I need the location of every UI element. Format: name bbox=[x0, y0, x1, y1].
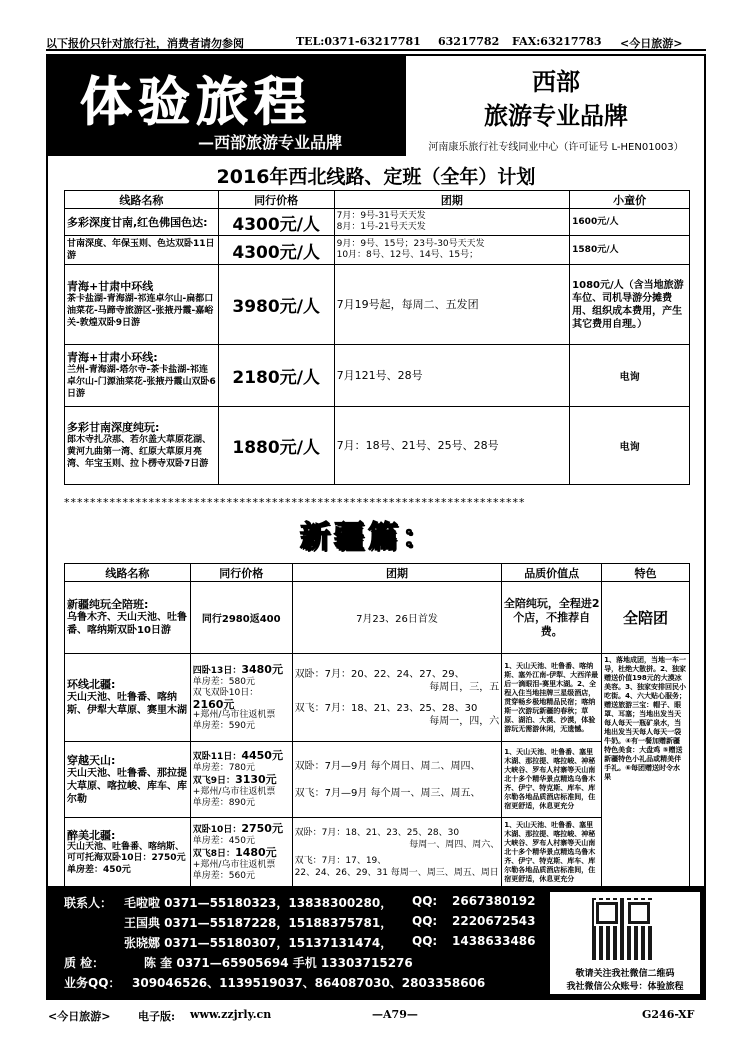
child-price: 1600元/人 bbox=[570, 209, 690, 236]
table-row bbox=[65, 345, 690, 407]
price-extra: +郑州/乌市往返机票 bbox=[192, 787, 276, 797]
route-price: 4300元/人 bbox=[218, 209, 334, 236]
route-name: 新疆纯玩全陪班: bbox=[67, 598, 149, 611]
dates-line: 双卧：7月—9月 每个周日、周二、周四、 bbox=[294, 760, 481, 772]
qr-account: 我社微信公众账号：体验旅程 bbox=[566, 982, 684, 992]
route-dates bbox=[334, 209, 570, 236]
route-dates: 7月19号起，每周二、五发团 bbox=[334, 265, 570, 345]
col-child: 小童价 bbox=[570, 191, 690, 209]
value-points: 全陪纯玩，全程进2个店，不推荐自费。 bbox=[502, 582, 602, 654]
route-desc: 天山天池、吐鲁番、喀纳斯、伊犁大草原、赛里木湖 bbox=[67, 692, 187, 716]
slogan-line1: 西部 bbox=[532, 68, 580, 96]
table-row bbox=[65, 654, 690, 742]
dates-line: 22、24、26、29、31 每周一、周三、周五、周日 bbox=[294, 867, 499, 878]
route-cell bbox=[65, 582, 191, 654]
table-row bbox=[65, 818, 690, 888]
col-dates: 团期 bbox=[334, 191, 570, 209]
price-value: 3480元 bbox=[241, 662, 283, 676]
single-supplement: 单房差：580元 bbox=[192, 676, 255, 687]
single-supplement: 单房差：450元 bbox=[192, 836, 255, 846]
route-name: 青海+甘肃中环线 bbox=[67, 280, 154, 293]
dates-line: 7月：9号-31号天天发 bbox=[336, 211, 426, 221]
price-label: 四卧13日： bbox=[192, 665, 242, 676]
price-extra: +郑州/乌市往返机票 bbox=[192, 709, 276, 720]
business-qq-list: 309046526、1139519037、864087030、2803358606 bbox=[132, 976, 486, 990]
col-price: 同行价格 bbox=[190, 564, 292, 582]
price-value: 1480元 bbox=[235, 846, 277, 859]
table-header bbox=[65, 564, 690, 582]
route-dates bbox=[292, 818, 502, 888]
route-price: 4300元/人 bbox=[218, 236, 334, 265]
star-divider: *********************************************************************** bbox=[64, 496, 526, 509]
feature-text: 全陪团 bbox=[602, 582, 690, 654]
tel2-text: 63217782 bbox=[438, 35, 500, 48]
single-supplement: 单房差：780元 bbox=[192, 763, 255, 773]
xinjiang-table bbox=[64, 563, 690, 888]
value-points: 1、天山天池、吐鲁番、喀纳斯、塞外江南-伊犁、大西洋最后一滴眼泪-赛里木湖。2、全程入住当地挂牌三星级酒店，贯穿畅乡极地精品民宿；喀纳斯一次游玩新疆的春秋；草原、湖泊、大漠、沙漠，体验游玩无需游休闲，无遗憾。 bbox=[502, 654, 602, 742]
contact-line: 毛啦啦 0371—55180323，13838300280， bbox=[124, 896, 393, 910]
dates-line: 双卧：7月：20、22、24、27、29、 bbox=[294, 668, 465, 680]
route-name: 醉美北疆: bbox=[67, 828, 116, 842]
single-supplement: 单房差：590元 bbox=[192, 720, 255, 731]
single-supplement: 单房差：890元 bbox=[192, 798, 255, 808]
route-cell bbox=[65, 654, 191, 742]
route-dates bbox=[334, 236, 570, 265]
qq-number: 2220672543 bbox=[452, 914, 536, 928]
qq-label: QQ: bbox=[412, 894, 438, 908]
contact-line: 张晓娜 0371—55180307，15137131474， bbox=[124, 936, 393, 950]
value-points: 1、天山天池、吐鲁番、塞里木湖、那拉提、喀拉峻、神秘大峡谷、罗布人村寨等天山南北十多个精华景点精选乌鲁木齐、伊宁、特克斯、库车、库尔勒各地品质酒店标准间，住宿更舒适，休息更充分 bbox=[502, 742, 602, 818]
contact-panel bbox=[48, 886, 704, 998]
route-desc: 天山天池、吐鲁番、那拉提大草原、喀拉峻、库车、库尔勒 bbox=[67, 767, 187, 805]
qc-line: 陈 奎 0371—65905694 手机 13303715276 bbox=[144, 956, 413, 970]
value-points: 1、天山天池、吐鲁番、塞里木湖、那拉提、喀拉峻、神秘大峡谷、罗布人村寨等天山南北十多个精华景点精选乌鲁木齐、伊宁、特克斯、库车、库尔勒各地品质酒店标准间，住宿更舒适，休息更充分 bbox=[502, 818, 602, 888]
brand-title: 体验旅程 bbox=[80, 72, 313, 133]
notice-text: 以下报价只针对旅行社，消费者请勿参阅 bbox=[46, 37, 244, 50]
dates-line: 10月：8号、12号、14号、15号； bbox=[336, 250, 479, 260]
dates-line: 双飞：7月—9月 每个周一、周三、周五、 bbox=[294, 787, 481, 799]
table-row bbox=[65, 407, 690, 485]
license-text: 河南康乐旅行社专线同业中心（许可证号 L-HEN01003） bbox=[428, 142, 684, 153]
dates-line: 每周日，三，五 bbox=[429, 681, 500, 693]
col-dates: 团期 bbox=[292, 564, 502, 582]
contact-line: 王国典 0371—55187228，15188375781， bbox=[124, 916, 393, 930]
route-cell bbox=[65, 818, 191, 888]
page-code: G246-XF bbox=[642, 1008, 695, 1021]
slogan-line2: 旅游专业品牌 bbox=[484, 102, 628, 130]
qr-caption: 敬请关注我社微信二维码 bbox=[575, 969, 675, 979]
price-label: 双飞8日： bbox=[192, 849, 236, 859]
qq-label: QQ: bbox=[412, 914, 438, 928]
route-name: 环线北疆: bbox=[67, 678, 116, 691]
qr-panel bbox=[550, 892, 700, 994]
route-name: 多彩甘南深度纯玩: bbox=[67, 421, 160, 434]
price-value: 4450元 bbox=[241, 749, 283, 762]
qq-number: 1438633486 bbox=[452, 934, 536, 948]
route-dates: 7月121号、28号 bbox=[334, 345, 570, 407]
price-extra: +郑州/乌市往返机票 bbox=[192, 860, 276, 870]
route-desc: 乌鲁木齐、天山天池、吐鲁番、喀纳斯双卧10日游 bbox=[67, 612, 187, 636]
route-desc: 单房差：450元 bbox=[67, 864, 131, 875]
dates-line: 每周一，四，六 bbox=[429, 715, 500, 727]
fax-text: FAX:63217783 bbox=[512, 35, 602, 48]
business-qq-label: 业务QQ： bbox=[64, 976, 121, 990]
footer-bar bbox=[46, 1006, 706, 1026]
route-cell bbox=[65, 407, 219, 485]
route-cell bbox=[65, 742, 191, 818]
table-row bbox=[65, 582, 690, 654]
brand-tag: <今日旅游> bbox=[620, 37, 683, 50]
route-cell bbox=[65, 265, 219, 345]
qr-code-icon bbox=[592, 898, 654, 960]
dates-line: 双飞：7月：18、21、23、25、28、30 bbox=[294, 702, 478, 714]
footer-brand: <今日旅游> bbox=[48, 1010, 111, 1023]
col-route: 线路名称 bbox=[65, 564, 191, 582]
table-row bbox=[65, 236, 690, 265]
northwest-table bbox=[64, 190, 690, 485]
price-cell bbox=[190, 742, 292, 818]
child-price: 1080元/人（含当地旅游车位、司机导游分摊费用、组织成本费用，产生其它费用自理。） bbox=[570, 265, 690, 345]
route-cell bbox=[65, 345, 219, 407]
price-cell bbox=[190, 654, 292, 742]
col-price: 同行价格 bbox=[218, 191, 334, 209]
northwest-title: 2016年西北线路、定班（全年）计划 bbox=[216, 166, 536, 188]
route-desc: 茶卡盐湖-青海湖-祁连卓尔山-扁都口油菜花-马蹄寺旅游区-张掖丹霞-嘉峪关-敦煌双卧9日游 bbox=[67, 294, 214, 328]
route-dates bbox=[292, 742, 502, 818]
brand-banner bbox=[48, 56, 406, 156]
route-dates bbox=[292, 654, 502, 742]
table-row bbox=[65, 742, 690, 818]
route-price: 2180元/人 bbox=[218, 345, 334, 407]
price-value: 2750元 bbox=[241, 822, 283, 835]
route-dates: 7月：18号、21号、25号、28号 bbox=[334, 407, 570, 485]
route-desc: 天山天池、吐鲁番、喀纳斯、可可托海双卧10日：2750元 bbox=[67, 841, 186, 863]
qq-number: 2667380192 bbox=[452, 894, 536, 908]
col-route: 线路名称 bbox=[65, 191, 219, 209]
brand-slogan bbox=[408, 56, 704, 156]
child-price: 电询 bbox=[570, 407, 690, 485]
table-row bbox=[65, 209, 690, 236]
top-info-bar bbox=[46, 35, 706, 51]
table-row bbox=[65, 265, 690, 345]
route-dates: 7月23、26日首发 bbox=[292, 582, 502, 654]
qc-label: 质 检： bbox=[64, 956, 105, 970]
qq-label: QQ: bbox=[412, 934, 438, 948]
price-label: 双卧10日： bbox=[192, 825, 242, 835]
table-header bbox=[65, 191, 690, 209]
tel-text: TEL:0371-63217781 bbox=[296, 35, 421, 48]
dates-line: 每周一、周四、周六、 bbox=[409, 839, 500, 850]
price-cell bbox=[190, 818, 292, 888]
route-name: 青海+甘肃小环线: bbox=[67, 351, 158, 364]
col-value: 品质价值点 bbox=[502, 564, 602, 582]
child-price: 1580元/人 bbox=[570, 236, 690, 265]
route-name: 多彩深度甘南,红色佛国色达: bbox=[65, 209, 219, 236]
dates-line: 8月：1号-21号天天发 bbox=[336, 222, 426, 232]
route-price: 同行2980返400 bbox=[190, 582, 292, 654]
price-value: 2160元 bbox=[192, 697, 235, 711]
site-label: 电子版: bbox=[138, 1010, 176, 1023]
xinjiang-title: 新疆篇： bbox=[300, 520, 436, 555]
contact-label: 联系人： bbox=[64, 896, 113, 910]
route-price: 3980元/人 bbox=[218, 265, 334, 345]
site-link[interactable]: www.zzjrly.cn bbox=[190, 1008, 272, 1021]
route-desc: 郎木寺扎尕那、若尔盖大草原花湖、黄河九曲第一湾、红原大草原月亮湾、年宝玉则、拉卜楞寺双卧7日游 bbox=[67, 435, 212, 469]
price-label: 双飞9日： bbox=[192, 776, 236, 786]
brand-subtitle: —西部旅游专业品牌 bbox=[198, 133, 343, 152]
route-desc: 兰州-青海湖-塔尔寺-茶卡盐湖-祁连卓尔山-门源油菜花-张掖丹霞山双卧6日游 bbox=[67, 365, 216, 399]
single-supplement: 单房差：560元 bbox=[192, 871, 255, 881]
route-price: 1880元/人 bbox=[218, 407, 334, 485]
feature-text: 1、落地成团，当地一车一导，杜绝大散拼。2、独家赠送价值198元的大漠冰美容。3、独家安排回民小吃街。4、六大贴心服务；赠送旅游三宝：帽子、眼罩、耳塞；当地出发当天每人每天一瓶矿泉水，当地出发当天每人每天一袋牛奶。④有一餐加赠新疆特色美食：大盘鸡 ⑤赠送新疆特色小礼品或精美伴手礼。⑥每团赠送时令水果 bbox=[602, 654, 690, 888]
page-number: —A79— bbox=[372, 1008, 418, 1021]
dates-line: 双飞：7月：17、19、 bbox=[294, 855, 387, 866]
price-value: 3130元 bbox=[235, 773, 277, 786]
route-name: 穿越天山: bbox=[67, 753, 116, 767]
price-label: 双卧11日： bbox=[192, 752, 242, 762]
price-label: 双飞双卧10日： bbox=[192, 687, 259, 698]
col-feature: 特色 bbox=[602, 564, 690, 582]
dates-line: 9月：9号、15号；23号-30号天天发 bbox=[336, 239, 485, 249]
dates-line: 双卧：7月：18、21、23、25、28、30 bbox=[294, 827, 460, 838]
child-price: 电询 bbox=[570, 345, 690, 407]
route-desc: 甘南深度、年保玉则、色达双卧11日游 bbox=[65, 236, 219, 265]
